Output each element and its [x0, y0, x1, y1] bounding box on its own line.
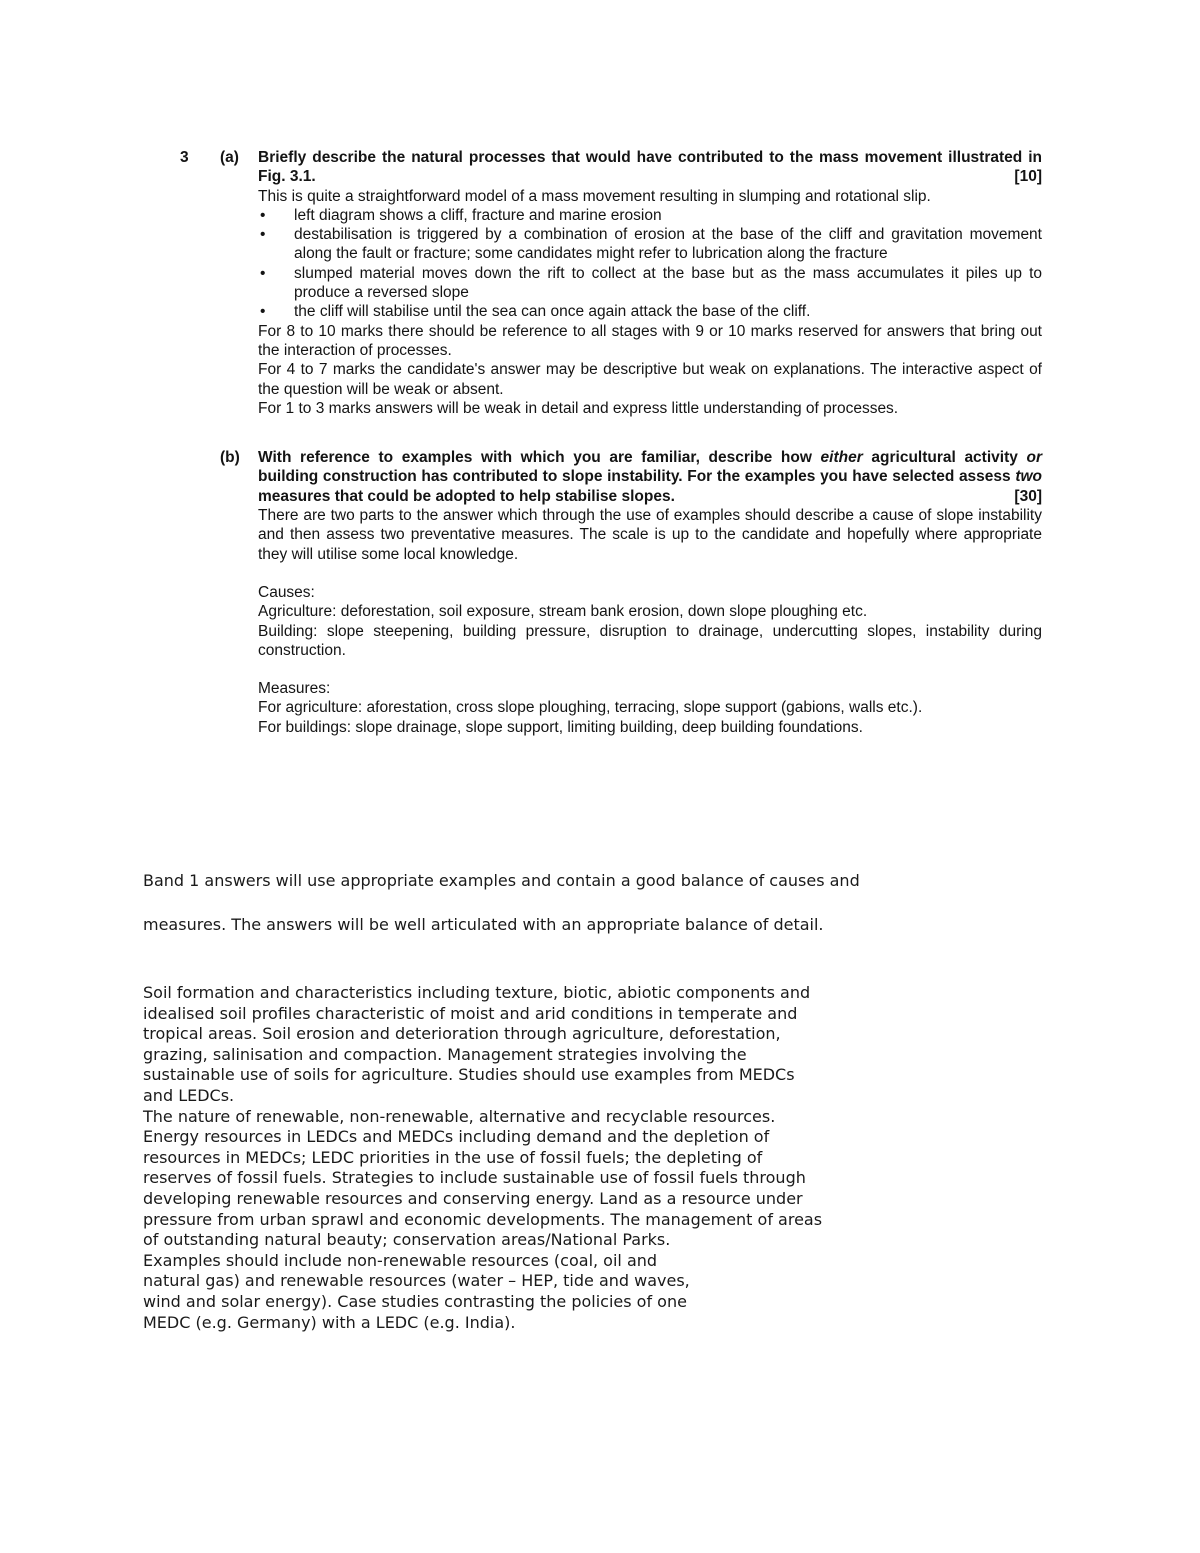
- band-1-line-1: Band 1 answers will use appropriate examples and contain a good balance of causes and: [143, 871, 860, 890]
- part-a-title: Briefly describe the natural processes that would have contributed to the mass movement illustrated in Fig. 3.1.: [258, 149, 1042, 186]
- measures-agriculture: For agriculture: aforestation, cross slope ploughing, terracing, slope support (gabions, walls etc.).: [258, 699, 923, 717]
- causes-heading: Causes:: [258, 583, 315, 601]
- bullet-icon: •: [260, 226, 266, 244]
- list-item: • left diagram shows a cliff, fracture and marine erosion: [260, 206, 662, 224]
- measures-heading: Measures:: [258, 680, 331, 698]
- list-item: • the cliff will stabilise until the sea can once again attack the base of the cliff.: [260, 303, 811, 321]
- part-b-question: With reference to examples with which you are familiar, describe how either agricultural activity or building construction has contributed to slope instability. For the examples you have selected assess two measures that could be adopted to help stabilise slopes. [30]: [258, 449, 1042, 505]
- bullet-icon: •: [260, 303, 266, 321]
- measures-buildings: For buildings: slope drainage, slope support, limiting building, deep building foundations.: [258, 718, 863, 736]
- part-b-intro: There are two parts to the answer which through the use of examples should describe a cause of slope instability and then assess two preventative measures. The scale is up to the candidate and hopefully where appropriate they will utilise some local knowledge.: [258, 507, 1042, 563]
- mark-scheme-scan: [180, 148, 1042, 737]
- list-item: • slumped material moves down the rift to collect at the base but as the mass accumulates it piles up to produce a reversed slope: [260, 264, 1042, 302]
- part-a-marks: [10]: [1014, 168, 1042, 186]
- mark-band-1-3: For 1 to 3 marks answers will be weak in detail and express little understanding of processes.: [258, 399, 899, 417]
- syllabus-notes: Soil formation and characteristics including texture, biotic, abiotic components and idealised soil profiles characteristic of moist and arid conditions in temperate and tropical areas. Soil erosion and deterioration through agriculture, deforestation, grazing, salinisation and compaction. Management strategies involving the sustainable use of soils for agriculture. Studies should use examples from MEDCs and LEDCs. The nature of renewable, non-renewable, alternative and recyclable resources. Energy resources in LEDCs and MEDCs including demand and the depletion of resources in MEDCs; LEDC priorities in the use of fossil fuels; the depleting of reserves of fossil fuels. Strategies to include sustainable use of fossil fuels through developing renewable resources and conserving energy. Land as a resource under pressure from urban sprawl and economic developments. The management of areas of outstanding natural beauty; conservation areas/National Parks. Examples should include non-renewable resources (coal, oil and natural gas) and renewable resources (water – HEP, tide and waves, wind and solar energy). Case studies contrasting the policies of one MEDC (e.g. Germany) with a LEDC (e.g. India).: [143, 983, 823, 1332]
- mark-band-4-7: For 4 to 7 marks the candidate's answer may be descriptive but weak on explanations. The interactive aspect of the question will be weak or absent.: [258, 361, 1042, 398]
- question-3-part-a: [180, 148, 1042, 418]
- part-b-label: (b): [220, 449, 240, 467]
- band-1-line-2: measures. The answers will be well articulated with an appropriate balance of detail.: [143, 915, 824, 934]
- causes-building: Building: slope steepening, building pressure, disruption to drainage, undercutting slopes, instability during construction.: [258, 622, 1042, 659]
- part-a-bullet-list: [258, 206, 1042, 322]
- part-a-question: [258, 148, 1042, 187]
- causes-agriculture: Agriculture: deforestation, soil exposure, stream bank erosion, down slope ploughing etc.: [258, 603, 868, 621]
- part-a-label: (a): [220, 149, 239, 166]
- list-item: • destabilisation is triggered by a combination of erosion at the base of the cliff and gravitation movement along the fault or fracture; some candidates might refer to lubrication along the fracture: [260, 226, 1042, 263]
- question-number: 3: [180, 149, 189, 166]
- bullet-icon: •: [260, 206, 266, 224]
- part-a-intro: This is quite a straightforward model of a mass movement resulting in slumping and rotational slip.: [258, 187, 931, 205]
- mark-band-8-10: For 8 to 10 marks there should be reference to all stages with 9 or 10 marks reserved for answers that bring out the interaction of processes.: [258, 322, 1042, 359]
- question-3-part-b: [220, 448, 1042, 737]
- bullet-icon: •: [260, 264, 266, 282]
- part-b-marks: [30]: [1014, 487, 1042, 505]
